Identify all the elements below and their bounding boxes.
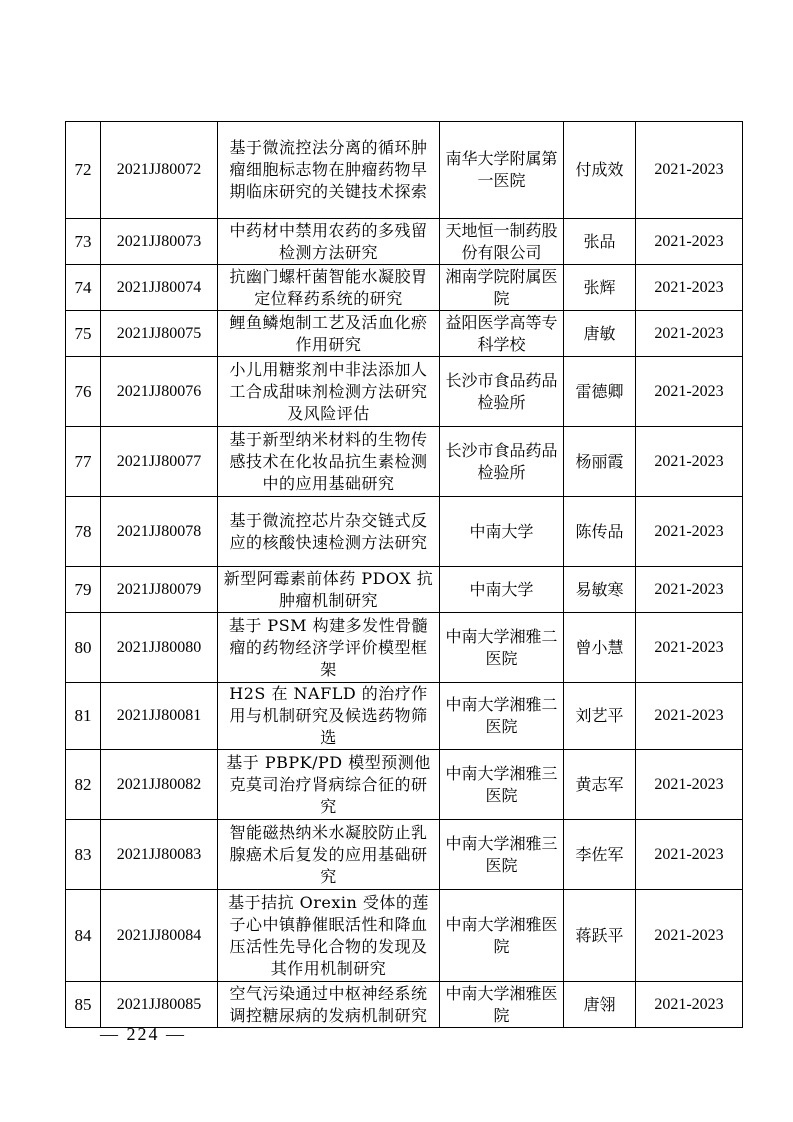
cell-period: 2021-2023 [636,683,743,750]
cell-leader: 雷德卿 [564,357,636,427]
cell-institution: 中南大学 [440,497,564,567]
cell-project-title: 空气污染通过中枢神经系统调控糖尿病的发病机制研究 [218,982,440,1028]
cell-institution: 天地恒一制药股份有限公司 [440,219,564,265]
cell-institution: 中南大学湘雅三医院 [440,820,564,890]
cell-number: 74 [66,265,101,311]
cell-period: 2021-2023 [636,890,743,982]
table-row [66,613,743,683]
cell-institution: 中南大学湘雅医院 [440,982,564,1028]
cell-project-code: 2021JJ80074 [101,265,218,311]
cell-project-title: 基于 PBPK/PD 模型预测他克莫司治疗肾病综合征的研究 [218,750,440,820]
cell-leader: 刘艺平 [564,683,636,750]
cell-project-title: 抗幽门螺杆菌智能水凝胶胃定位释药系统的研究 [218,265,440,311]
cell-leader: 蒋跃平 [564,890,636,982]
cell-number: 83 [66,820,101,890]
cell-leader: 易敏寒 [564,567,636,613]
cell-period: 2021-2023 [636,265,743,311]
table-row [66,982,743,1028]
cell-number: 78 [66,497,101,567]
cell-leader: 杨丽霞 [564,427,636,497]
cell-institution: 益阳医学高等专科学校 [440,311,564,357]
cell-leader: 唐敏 [564,311,636,357]
cell-project-title: 智能磁热纳米水凝胶防止乳腺癌术后复发的应用基础研究 [218,820,440,890]
project-table [65,121,743,1028]
cell-period: 2021-2023 [636,311,743,357]
cell-period: 2021-2023 [636,982,743,1028]
cell-institution: 中南大学湘雅医院 [440,890,564,982]
cell-project-title: 基于微流控芯片杂交链式反应的核酸快速检测方法研究 [218,497,440,567]
table-row [66,750,743,820]
cell-number: 77 [66,427,101,497]
cell-period: 2021-2023 [636,567,743,613]
page-number: — 224 — [100,1024,186,1044]
table-row [66,683,743,750]
cell-institution: 长沙市食品药品检验所 [440,427,564,497]
cell-project-code: 2021JJ80075 [101,311,218,357]
cell-project-title: 小儿用糖浆剂中非法添加人工合成甜味剂检测方法研究及风险评估 [218,357,440,427]
table-row [66,497,743,567]
cell-number: 76 [66,357,101,427]
cell-institution: 中南大学湘雅三医院 [440,750,564,820]
table-row [66,122,743,219]
cell-project-title: 基于微流控法分离的循环肿瘤细胞标志物在肿瘤药物早期临床研究的关键技术探索 [218,122,440,219]
cell-number: 73 [66,219,101,265]
cell-number: 79 [66,567,101,613]
cell-project-code: 2021JJ80073 [101,219,218,265]
table-row [66,427,743,497]
cell-period: 2021-2023 [636,427,743,497]
cell-period: 2021-2023 [636,750,743,820]
cell-institution: 长沙市食品药品检验所 [440,357,564,427]
cell-leader: 李佐军 [564,820,636,890]
cell-number: 75 [66,311,101,357]
cell-project-code: 2021JJ80076 [101,357,218,427]
cell-project-code: 2021JJ80083 [101,820,218,890]
cell-period: 2021-2023 [636,820,743,890]
cell-project-code: 2021JJ80084 [101,890,218,982]
table-row [66,357,743,427]
cell-leader: 张品 [564,219,636,265]
cell-institution: 中南大学湘雅二医院 [440,683,564,750]
cell-project-code: 2021JJ80082 [101,750,218,820]
cell-project-title: 基于新型纳米材料的生物传感技术在化妆品抗生素检测中的应用基础研究 [218,427,440,497]
cell-project-title: 基于拮抗 Orexin 受体的莲子心中镇静催眠活性和降血压活性先导化合物的发现及其作用机制研究 [218,890,440,982]
cell-project-code: 2021JJ80072 [101,122,218,219]
table-row [66,219,743,265]
cell-project-code: 2021JJ80081 [101,683,218,750]
cell-project-title: 基于 PSM 构建多发性骨髓瘤的药物经济学评价模型框架 [218,613,440,683]
cell-number: 72 [66,122,101,219]
cell-period: 2021-2023 [636,122,743,219]
table-body [66,122,743,1028]
cell-number: 82 [66,750,101,820]
cell-project-code: 2021JJ80077 [101,427,218,497]
cell-project-title: 中药材中禁用农药的多残留检测方法研究 [218,219,440,265]
cell-project-title: 新型阿霉素前体药 PDOX 抗肿瘤机制研究 [218,567,440,613]
cell-number: 84 [66,890,101,982]
cell-leader: 陈传品 [564,497,636,567]
table-row [66,567,743,613]
cell-project-code: 2021JJ80078 [101,497,218,567]
table-row [66,820,743,890]
cell-leader: 付成效 [564,122,636,219]
cell-period: 2021-2023 [636,613,743,683]
cell-number: 85 [66,982,101,1028]
cell-institution: 南华大学附属第一医院 [440,122,564,219]
cell-period: 2021-2023 [636,357,743,427]
cell-project-title: 鲤鱼鳞炮制工艺及活血化瘀作用研究 [218,311,440,357]
cell-institution: 中南大学 [440,567,564,613]
cell-period: 2021-2023 [636,219,743,265]
cell-leader: 曾小慧 [564,613,636,683]
table-row [66,265,743,311]
cell-leader: 张辉 [564,265,636,311]
cell-institution: 湘南学院附属医院 [440,265,564,311]
cell-leader: 唐翎 [564,982,636,1028]
cell-leader: 黄志军 [564,750,636,820]
cell-institution: 中南大学湘雅二医院 [440,613,564,683]
table-row [66,890,743,982]
cell-project-code: 2021JJ80080 [101,613,218,683]
cell-number: 81 [66,683,101,750]
cell-number: 80 [66,613,101,683]
table-row [66,311,743,357]
cell-period: 2021-2023 [636,497,743,567]
cell-project-title: H2S 在 NAFLD 的治疗作用与机制研究及候选药物筛选 [218,683,440,750]
cell-project-code: 2021JJ80079 [101,567,218,613]
cell-project-code: 2021JJ80085 [101,982,218,1028]
